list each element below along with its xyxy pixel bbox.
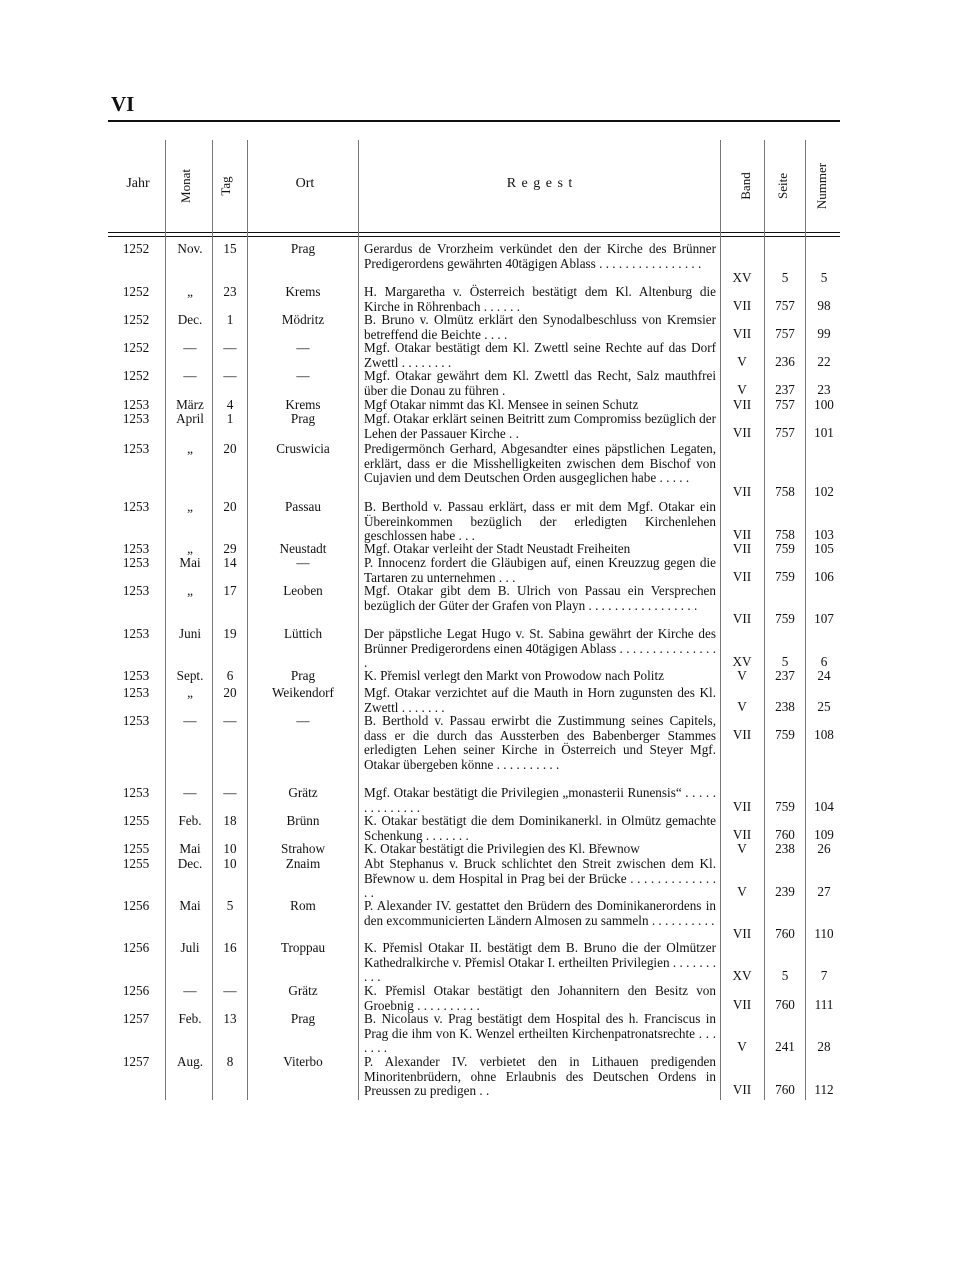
cell-nummer: 28 [817, 1039, 831, 1054]
cell-seite: 760 [775, 926, 795, 941]
cell-tag: 19 [223, 626, 237, 641]
cell-regest: P. Innocenz fordert die Gläubigen auf, einen Kreuzzug gegen die Tartaren zu unternehmen . . . [364, 555, 716, 585]
cell-tag: — [223, 368, 237, 383]
cell-regest: B. Bruno v. Olmütz erklärt den Synodalbeschluss von Kremsier betreffend die Beichte . . . . [364, 312, 716, 342]
cell-monat: Juli [180, 940, 200, 955]
cell-monat: — [183, 983, 197, 998]
cell-jahr: 1256 [122, 898, 150, 913]
cell-monat: „ [187, 441, 193, 456]
cell-jahr: 1257 [122, 1054, 150, 1069]
cell-tag: 17 [223, 583, 237, 598]
cell-tag: 5 [226, 898, 234, 913]
cell-seite: 757 [775, 425, 795, 440]
cell-seite: 759 [775, 541, 795, 556]
cell-ort: Passau [285, 499, 321, 514]
header-ort: Ort [295, 176, 315, 191]
cell-band: V [737, 668, 747, 683]
cell-tag: 14 [223, 555, 237, 570]
cell-jahr: 1256 [122, 940, 150, 955]
top-rule [108, 120, 840, 122]
cell-tag: 20 [223, 685, 237, 700]
cell-monat: Nov. [177, 241, 203, 256]
cell-nummer: 6 [820, 654, 828, 669]
cell-ort: Grätz [288, 785, 318, 800]
cell-nummer: 99 [817, 326, 831, 341]
cell-tag: 10 [223, 856, 237, 871]
cell-tag: 18 [223, 813, 237, 828]
cell-jahr: 1253 [122, 685, 150, 700]
cell-monat: April [176, 411, 204, 426]
cell-jahr: 1253 [122, 555, 150, 570]
cell-regest: B. Berthold v. Passau erklärt, dass er mit dem Mgf. Otakar ein Übereinkommen bezüglich der erledigten Kirchenlehen geschlossen habe . . . [364, 499, 716, 544]
cell-band: VII [732, 611, 752, 626]
cell-nummer: 112 [814, 1082, 834, 1097]
cell-jahr: 1252 [122, 241, 150, 256]
cell-band: XV [732, 654, 752, 669]
cell-regest: K. Přemisl Otakar bestätigt den Johannitern den Besitz von Groebnig . . . . . . . . . . [364, 983, 716, 1013]
cell-jahr: 1253 [122, 499, 150, 514]
header-jahr: Jahr [126, 176, 150, 191]
cell-jahr: 1253 [122, 785, 150, 800]
cell-tag: 10 [223, 841, 237, 856]
cell-band: V [737, 841, 747, 856]
header-tag: Tag [218, 176, 233, 196]
cell-nummer: 26 [817, 841, 831, 856]
cell-nummer: 98 [817, 298, 831, 313]
cell-monat: „ [187, 685, 193, 700]
header-seite: Seite [775, 173, 790, 199]
cell-jahr: 1253 [122, 713, 150, 728]
cell-ort: Weikendorf [272, 685, 334, 700]
cell-tag: 1 [226, 411, 234, 426]
cell-seite: 5 [781, 654, 789, 669]
cell-seite: 759 [775, 569, 795, 584]
cell-ort: Znaim [285, 856, 321, 871]
cell-ort: — [296, 340, 310, 355]
cell-nummer: 101 [814, 425, 834, 440]
cell-monat: „ [187, 583, 193, 598]
cell-tag: 1 [226, 312, 234, 327]
cell-seite: 760 [775, 1082, 795, 1097]
cell-monat: Feb. [178, 1011, 202, 1026]
cell-band: XV [732, 270, 752, 285]
cell-jahr: 1253 [122, 411, 150, 426]
cell-seite: 757 [775, 326, 795, 341]
cell-jahr: 1253 [122, 668, 150, 683]
cell-ort: Grätz [288, 983, 318, 998]
cell-band: VII [732, 799, 752, 814]
cell-nummer: 100 [814, 397, 834, 412]
cell-regest: Mgf. Otakar gewährt dem Kl. Zwettl das Recht, Salz mauthfrei über die Donau zu führen . [364, 368, 716, 398]
cell-band: V [737, 884, 747, 899]
cell-nummer: 102 [814, 484, 834, 499]
cell-monat: März [176, 397, 204, 412]
cell-seite: 757 [775, 298, 795, 313]
cell-jahr: 1252 [122, 284, 150, 299]
cell-nummer: 106 [814, 569, 834, 584]
cell-ort: Leoben [283, 583, 323, 598]
cell-ort: — [296, 713, 310, 728]
cell-jahr: 1255 [122, 856, 150, 871]
cell-tag: 6 [226, 668, 234, 683]
cell-band: VII [732, 727, 752, 742]
cell-regest: Mgf. Otakar erklärt seinen Beitritt zum Compromiss bezüglich der Lehen der Passauer Kirche . . [364, 411, 716, 441]
cell-band: VII [732, 569, 752, 584]
cell-monat: — [183, 368, 197, 383]
cell-jahr: 1252 [122, 340, 150, 355]
cell-monat: — [183, 785, 197, 800]
cell-band: VII [732, 484, 752, 499]
cell-regest: Gerardus de Vrorzheim verkündet den der Kirche des Brünner Predigerordens gewährten 40tägigen Ablass . . . . . . . . . . . . . . . . [364, 241, 716, 271]
cell-tag: 4 [226, 397, 234, 412]
cell-seite: 759 [775, 611, 795, 626]
cell-monat: Feb. [178, 813, 202, 828]
cell-monat: Juni [179, 626, 201, 641]
cell-nummer: 111 [814, 997, 834, 1012]
page-number: VI [111, 92, 135, 116]
cell-jahr: 1257 [122, 1011, 150, 1026]
cell-monat: Aug. [176, 1054, 203, 1069]
cell-band: VII [732, 827, 752, 842]
cell-regest: Mgf. Otakar bestätigt dem Kl. Zwettl seine Rechte auf das Dorf Zwettl . . . . . . . . [364, 340, 716, 370]
cell-band: VII [732, 298, 752, 313]
cell-ort: Strahow [281, 841, 325, 856]
cell-seite: 238 [775, 841, 795, 856]
cell-seite: 241 [775, 1039, 795, 1054]
cell-nummer: 23 [817, 382, 831, 397]
cell-seite: 238 [775, 699, 795, 714]
cell-nummer: 107 [814, 611, 834, 626]
cell-regest: B. Berthold v. Passau erwirbt die Zustimmung seines Capitels, dass er die durch das Aussterben des Babenberger Stammes erledigten Lehen seiner Kirche in Österreich und Steyer Mgf. Otakar übergeben könne . . . . . . . . . . [364, 713, 716, 772]
cell-regest: Mgf. Otakar bestätigt die Privilegien „monasterii Runensis“ . . . . . . . . . . . . . . [364, 785, 716, 815]
cell-jahr: 1253 [122, 583, 150, 598]
column-divider [247, 140, 248, 1100]
cell-band: VII [732, 326, 752, 341]
cell-ort: Brünn [286, 813, 320, 828]
cell-seite: 759 [775, 727, 795, 742]
cell-nummer: 108 [814, 727, 834, 742]
cell-monat: — [183, 713, 197, 728]
cell-ort: Krems [285, 397, 321, 412]
cell-regest: B. Nicolaus v. Prag bestätigt dem Hospital des h. Franciscus in Prag die ihm von K. Wenzel ertheilten Kirchenpatronatsrechte . . . . . . . [364, 1011, 716, 1056]
cell-ort: Troppau [280, 940, 326, 955]
cell-nummer: 22 [817, 354, 831, 369]
cell-band: XV [732, 968, 752, 983]
cell-regest: P. Alexander IV. gestattet den Brüdern des Dominikanerordens in den excommunicierten Ländern Almosen zu sammeln . . . . . . . . . . [364, 898, 716, 928]
cell-nummer: 25 [817, 699, 831, 714]
cell-jahr: 1252 [122, 312, 150, 327]
cell-regest: Mgf. Otakar verleiht der Stadt Neustadt Freiheiten [364, 541, 631, 556]
cell-nummer: 103 [814, 527, 834, 542]
cell-regest: Mgf Otakar nimmt das Kl. Mensee in seinen Schutz [364, 397, 639, 412]
cell-monat: Sept. [176, 668, 204, 683]
cell-ort: Neustadt [279, 541, 327, 556]
cell-regest: K. Otakar bestätigt die Privilegien des Kl. Břewnow [364, 841, 640, 856]
cell-ort: Viterbo [283, 1054, 323, 1069]
cell-monat: — [183, 340, 197, 355]
cell-band: V [737, 699, 747, 714]
header-nummer: Nummer [814, 162, 829, 210]
cell-seite: 237 [775, 382, 795, 397]
cell-band: VII [732, 425, 752, 440]
cell-monat: Mai [179, 898, 201, 913]
cell-nummer: 110 [814, 926, 834, 941]
cell-monat: Mai [179, 841, 201, 856]
cell-regest: Mgf. Otakar verzichtet auf die Mauth in Horn zugunsten des Kl. Zwettl . . . . . . . [364, 685, 716, 715]
cell-seite: 757 [775, 397, 795, 412]
cell-band: VII [732, 527, 752, 542]
cell-tag: 20 [223, 499, 237, 514]
cell-seite: 237 [775, 668, 795, 683]
cell-regest: Der päpstliche Legat Hugo v. St. Sabina gewährt der Kirche des Brünner Predigerordens einen 40tägigen Ablass . . . . . . . . . . . . . . . . [364, 626, 716, 671]
cell-nummer: 5 [820, 270, 828, 285]
cell-seite: 760 [775, 997, 795, 1012]
cell-nummer: 109 [814, 827, 834, 842]
cell-jahr: 1253 [122, 441, 150, 456]
column-divider [165, 140, 166, 1100]
cell-tag: 15 [223, 241, 237, 256]
cell-tag: 13 [223, 1011, 237, 1026]
cell-band: VII [732, 397, 752, 412]
cell-monat: Dec. [177, 856, 203, 871]
column-divider [358, 140, 359, 1100]
cell-ort: Cruswicia [276, 441, 330, 456]
cell-seite: 239 [775, 884, 795, 899]
cell-tag: 16 [223, 940, 237, 955]
cell-ort: — [296, 555, 310, 570]
cell-regest: Predigermönch Gerhard, Abgesandter eines päpstlichen Legaten, erklärt, dass er die Misshelligkeiten zwischen dem Bischof von Cujavien und dem Deutschen Orden ausgeglichen habe . . . . . [364, 441, 716, 486]
cell-regest: K. Otakar bestätigt die dem Dominikanerkl. in Olmütz gemachte Schenkung . . . . . . . [364, 813, 716, 843]
cell-jahr: 1253 [122, 626, 150, 641]
header-rule [108, 232, 840, 237]
cell-jahr: 1256 [122, 983, 150, 998]
cell-seite: 5 [781, 270, 789, 285]
cell-seite: 759 [775, 799, 795, 814]
cell-jahr: 1255 [122, 813, 150, 828]
cell-band: VII [732, 997, 752, 1012]
header-band: Band [738, 172, 753, 200]
cell-ort: — [296, 368, 310, 383]
cell-band: VII [732, 1082, 752, 1097]
cell-band: VII [732, 541, 752, 556]
cell-seite: 5 [781, 968, 789, 983]
cell-nummer: 105 [814, 541, 834, 556]
cell-band: V [737, 1039, 747, 1054]
cell-ort: Prag [290, 668, 316, 683]
cell-regest: K. Přemisl Otakar II. bestätigt dem B. Bruno die der Olmützer Kathedralkirche v. Přemisl Otakar I. ertheilten Privilegien . . . . . . . . . . [364, 940, 716, 985]
cell-band: V [737, 382, 747, 397]
cell-seite: 760 [775, 827, 795, 842]
cell-nummer: 24 [817, 668, 831, 683]
cell-seite: 758 [775, 527, 795, 542]
cell-nummer: 27 [817, 884, 831, 899]
cell-tag: 29 [223, 541, 237, 556]
cell-ort: Prag [290, 241, 316, 256]
cell-tag: — [223, 983, 237, 998]
cell-monat: Mai [179, 555, 201, 570]
cell-monat: „ [187, 284, 193, 299]
cell-tag: — [223, 785, 237, 800]
cell-monat: „ [187, 541, 193, 556]
header-monat: Monat [178, 169, 193, 203]
cell-seite: 236 [775, 354, 795, 369]
cell-regest: P. Alexander IV. verbietet den in Lithauen predigenden Minoritenbrüdern, ohne Erlaubnis des Deutschen Ordens in Preussen zu predigen . . [364, 1054, 716, 1099]
cell-ort: Rom [290, 898, 316, 913]
cell-jahr: 1255 [122, 841, 150, 856]
column-divider [212, 140, 213, 1100]
cell-ort: Lüttich [283, 626, 323, 641]
cell-nummer: 104 [814, 799, 834, 814]
cell-monat: „ [187, 499, 193, 514]
header-regest: R e g e s t [506, 176, 574, 191]
cell-tag: 20 [223, 441, 237, 456]
cell-band: VII [732, 926, 752, 941]
cell-tag: 23 [223, 284, 237, 299]
cell-ort: Prag [290, 411, 316, 426]
cell-ort: Prag [290, 1011, 316, 1026]
cell-tag: — [223, 340, 237, 355]
cell-monat: Dec. [177, 312, 203, 327]
cell-regest: K. Přemisl verlegt den Markt von Prowodow nach Politz [364, 668, 664, 683]
cell-band: V [737, 354, 747, 369]
cell-regest: Abt Stephanus v. Bruck schlichtet den Streit zwischen dem Kl. Břewnow u. dem Hospital in Prag bei der Brücke . . . . . . . . . . . . . . . [364, 856, 716, 901]
cell-jahr: 1253 [122, 397, 150, 412]
cell-seite: 758 [775, 484, 795, 499]
cell-jahr: 1253 [122, 541, 150, 556]
cell-regest: H. Margaretha v. Österreich bestätigt dem Kl. Altenburg die Kirche in Röhrenbach . . . . . . [364, 284, 716, 314]
cell-tag: — [223, 713, 237, 728]
cell-regest: Mgf. Otakar gibt dem B. Ulrich von Passau ein Versprechen bezüglich der Güter der Grafen von Playn . . . . . . . . . . . . . . . . . [364, 583, 716, 613]
cell-ort: Mödritz [281, 312, 325, 327]
cell-nummer: 7 [820, 968, 828, 983]
cell-ort: Krems [285, 284, 321, 299]
cell-tag: 8 [226, 1054, 234, 1069]
cell-jahr: 1252 [122, 368, 150, 383]
